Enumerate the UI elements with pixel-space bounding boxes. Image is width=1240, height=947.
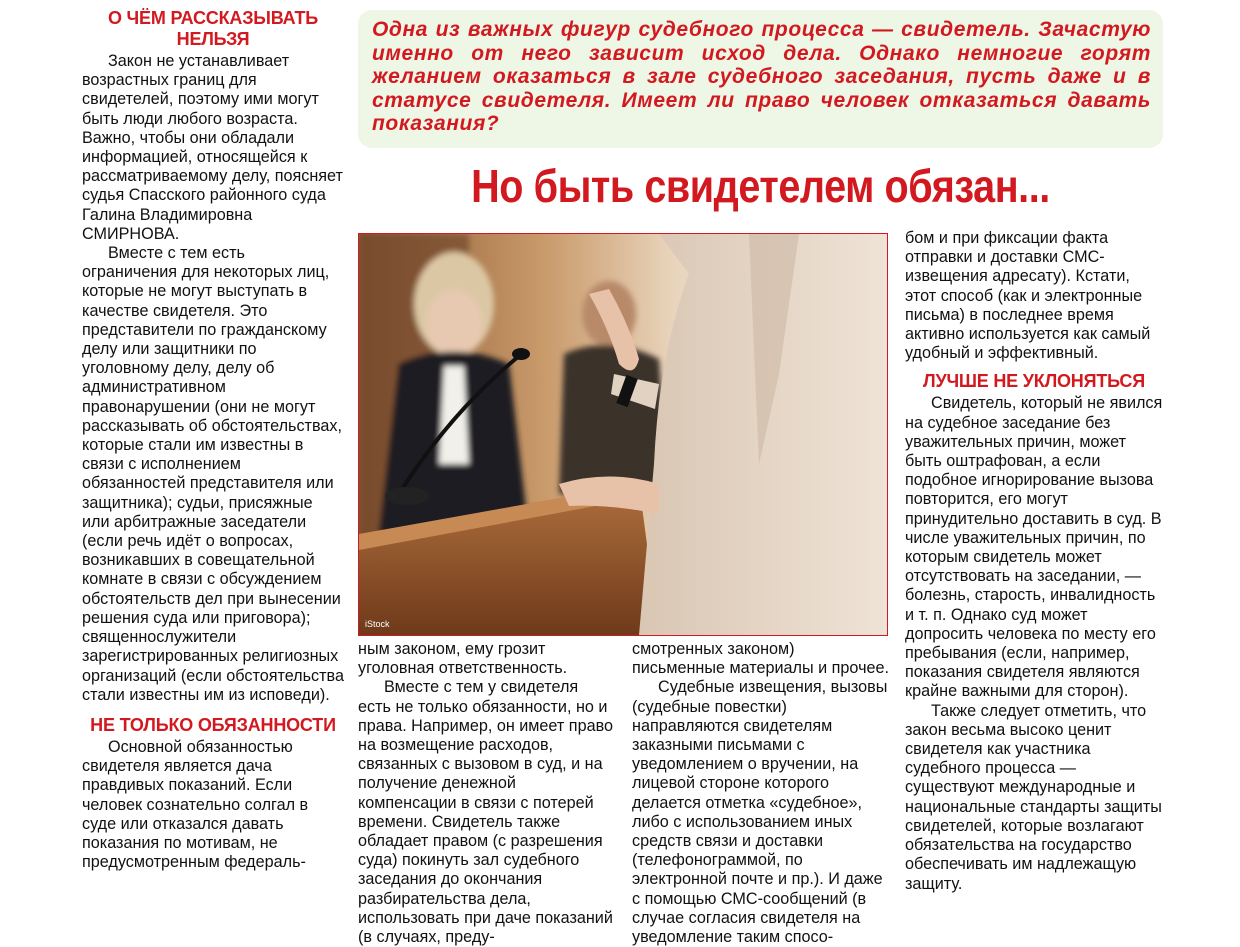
paragraph: ным законом, ему грозит уголовная ответственность.	[358, 640, 568, 678]
paragraph: Также следует отметить, что закон весьма высоко ценит свидетеля как участника судебного процесса — существуют международные и национальные стандарты защиты свидетелей, которые возлагают обязательства на государство обеспечивать им надлежащую защиту.	[905, 701, 1162, 893]
section-title-3: ЛУЧШЕ НЕ УКЛОНЯТЬСЯ	[923, 371, 1145, 392]
column-3	[632, 640, 890, 947]
section-title-2: НЕ ТОЛЬКО ОБЯЗАННОСТИ	[90, 714, 336, 735]
paragraph: смотренных законом) письменные материалы и прочее.	[632, 640, 890, 678]
paragraph: Вместе с тем у свидетеля есть не только обязанности, но и права. Например, он имеет право на возмещение расходов, связанных с вызовом в суд, и на получение денежной компенсации в связи с потерей времени. Свидетель также обладает правом (с разрешения суда) покинуть зал судебного заседания до окончания разбирательства дела, использовать при даче показаний (в случаях, преду-	[358, 678, 613, 947]
column-2	[358, 640, 613, 947]
column-4	[905, 229, 1163, 894]
lead-text: Одна из важных фигур судебного процесса — свидетель. Зачастую именно от него зависит исход дела. Однако немногие горят желанием оказаться в зале судебного заседания, пусть даже и в статусе свидетеля. Имеет ли право человек отказаться давать показания?	[372, 18, 1151, 135]
lead-box	[358, 10, 1163, 148]
section-title-1: О ЧЁМ РАССКАЗЫВАТЬ НЕЛЬЗЯ	[107, 8, 319, 49]
paragraph: Судебные извещения, вызовы (судебные повестки) направляются свидетелям заказными письмами с уведомлением о вручении, на лицевой стороне которого делается отметка «судебное», либо с использованием иных средств связи и доставки (телефонограммой, по электронной почте и пр.). И даже с помощью СМС-сообщений (в случае согласия свидетеля на уведомление таким спосо-	[632, 678, 888, 947]
paragraph: Вместе с тем есть ограничения для некоторых лиц, которые не могут выступать в качестве свидетеля. Это представители по гражданскому делу или защитники по уголовному делу, делу об административном правонарушении (они не могут рассказывать об обстоятельствах, которые стали им известны в связи с исполнением обязанностей представителя или защитника); судьи, присяжные или арбитражные заседатели (если речь идёт о вопросах, возникавших в совещательной комнате в связи с обсуждением обстоятельств дел при вынесении решения суда или приговора); священнослужители зарегистрированных религиозных организаций (если обстоятельства стали известны им из исповеди).	[82, 244, 344, 704]
courtroom-illustration	[359, 234, 887, 635]
photo-credit: iStock	[365, 619, 390, 629]
paragraph: Закон не устанавливает возрастных границ для свидетелей, поэтому ими могут быть люди любого возраста. Важно, чтобы они обладали информацией, относящейся к рассматриваемому делу, поясняет судья Спасского районного суда Галина Владимировна СМИРНОВА.	[82, 52, 343, 243]
headline: Но быть свидетелем обязан...	[471, 160, 1050, 212]
article-photo	[358, 233, 888, 636]
paragraph: бом и при фиксации факта отправки и доставки СМС-извещения адресату). Кстати, этот способ (как и электронные письма) в последнее время активно используется как самый удобный и эффективный.	[905, 229, 1151, 363]
paragraph: Основной обязанностью свидетеля является дача правдивых показаний. Если человек сознательно солгал в суде или отказался давать показания по мотивам, не предусмотренным федераль-	[82, 737, 309, 872]
column-1	[82, 8, 344, 872]
paragraph: Свидетель, который не явился на судебное заседание без уважительных причин, может быть оштрафован, а если подобное игнорирование вызова повторится, его могут принудительно доставить в суд. В числе уважительных причин, по которым свидетель может отсутствовать на заседании, — болезнь, старость, инвалидность и т. п. Однако суд может допросить человека по месту его пребывания (если, например, показания свидетеля являются крайне важными для сторон).	[905, 394, 1163, 701]
